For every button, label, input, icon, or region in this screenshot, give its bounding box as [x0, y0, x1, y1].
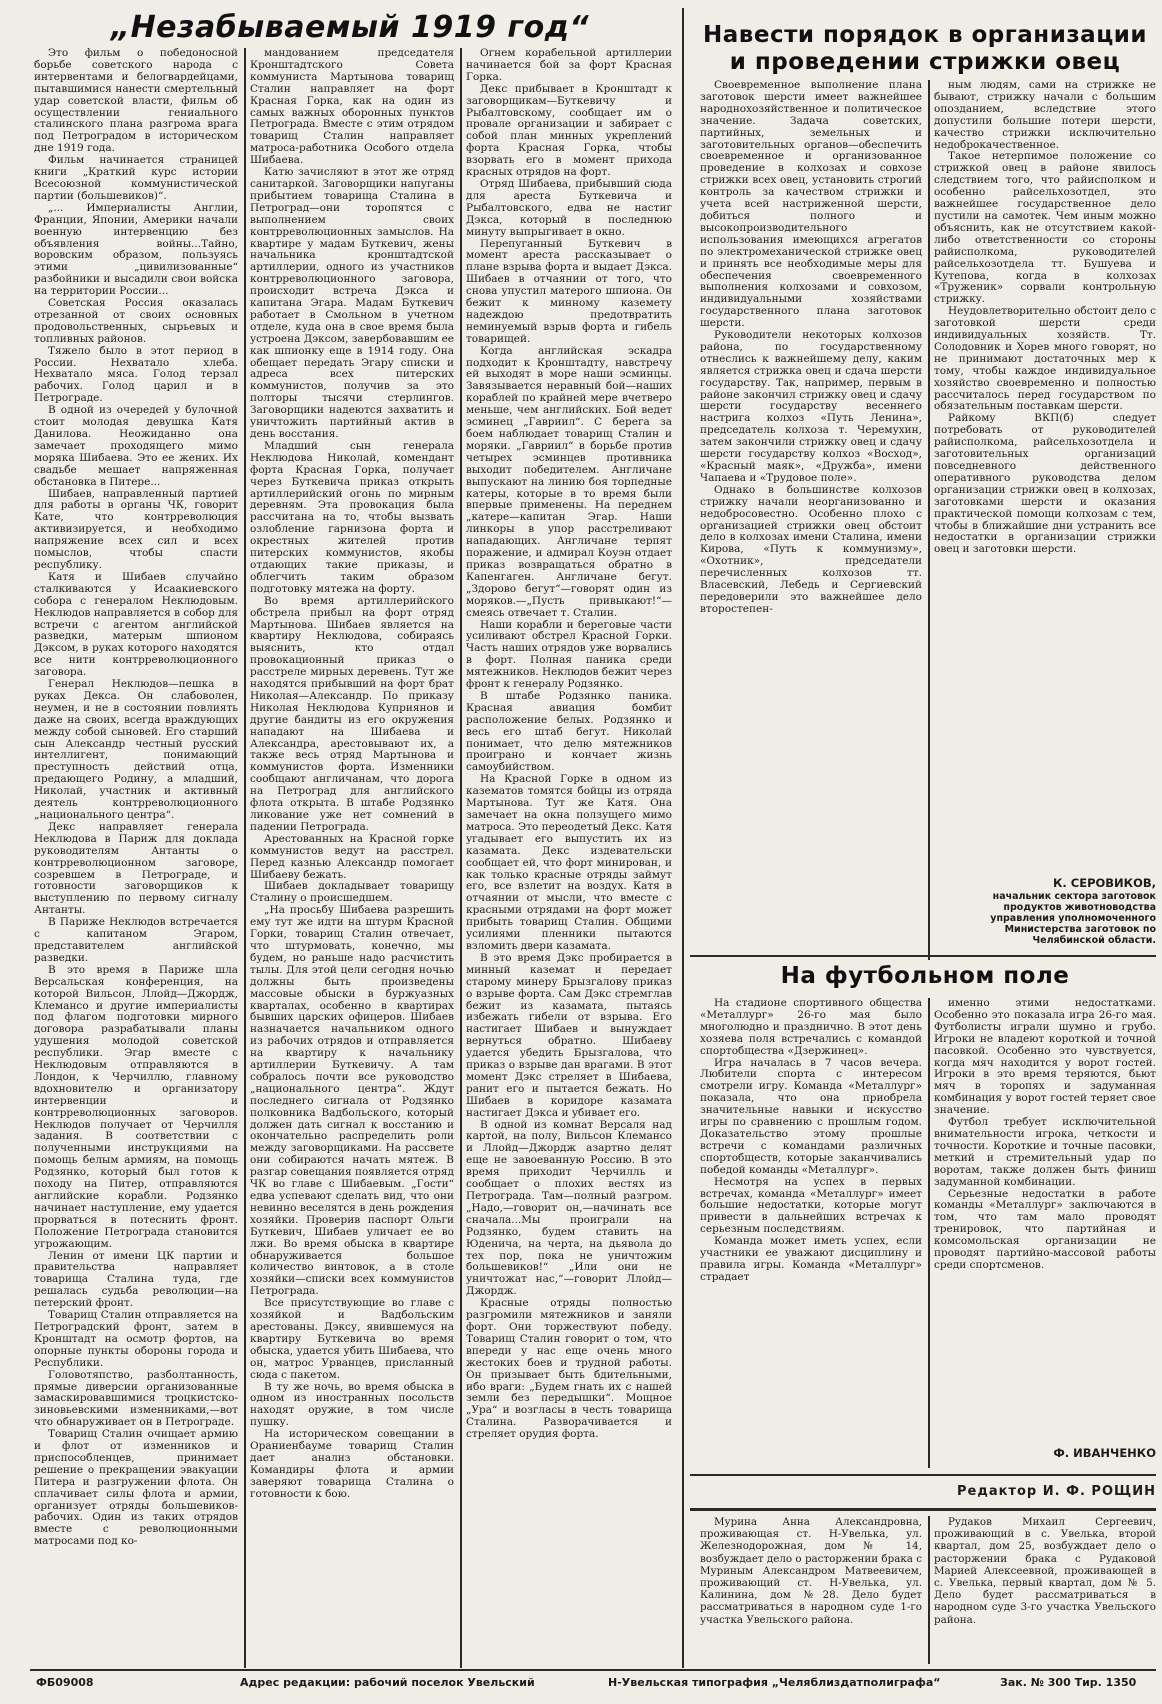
film-paragraph: В это время в Париже шла Версальская конференция, на которой Вильсон, Ллойд—Джордж, Клемансо и другие империалисты под флагом подготовки мирного договора разрабатывали планы удушения молодой советской республики. Эгар вместе с Неклюдовым отправляются в Лондон, к Черчиллю, главному вдохновителю и организатору интервенции и контрреволюционных заговоров. Неклюдов получает от Черчилля задания. В соответствии с полученными инструкциями на помощь белым армиям, на помощь Родзянко, который был готов к походу на Питер, отправляются английские корабли. Родзянко начинает наступление, ему удается прорваться в потеснить фронт. Положение Петрограда становится угрожающим.	[34, 963, 238, 1250]
football-paragraph: Несмотря на успех в первых встречах, команда «Металлург» имеет большие недостатки, которые могут привести в дальнейших встречах к серьезным последствиям.	[700, 1175, 922, 1236]
film-column-2	[250, 48, 454, 1665]
film-paragraph: Наши корабли и береговые части усиливают обстрел Красной Горки. Часть наших отрядов уже ворвались в форт. Полная паника среди мятежников. Неклюдов бежит через фронт к генералу Родзянко.	[466, 618, 672, 691]
sheep-paragraph: Неудовлетворительно обстоит дело с заготовкой шерсти среди индивидуальных хозяйств. Тт. Солодовник и Хорев много говорят, но не принимают достаточных мер к тому, чтобы каждое индивидуальное хозяйство своевременно и полностью рассчиталось перед государством по обязательным поставкам шерсти.	[934, 305, 1156, 413]
film-paragraph: Катю зачисляют в этот же отряд санитаркой. Заговорщики напуганы прибытием товарища Сталина в Петроград—они торопятся с выполнением своих контрреволюционных замыслов. На квартире у мадам Буткевич, жены начальника кронштадтской артиллерии, одного из участников контрреволюционного заговора, происходит встреча Дэкса и капитана Эгара. Мадам Буткевич работает в Смольном в учетном отделе, куда она в свое время была устроена Дэксом, завербовавшим ее как шпионку еще в 1914 году. Она обещает передать Эгару списки и адреса всех питерских коммунистов, получив за это полторы тысячи стерлингов. Заговорщики надеются захватить и уничтожить партийный актив в день восстания.	[250, 166, 454, 440]
football-paragraph: именно этими недостатками. Особенно это показала игра 26-го мая. Футболисты играли шумно и грубо. Игроки не владеют короткой и точной пасовкой. Особенно это чувствуется, когда мяч находится у ворот гостей. Игроки в это время теряются, бьют мяч в торопях и задуманная комбинация у ворот гостей теряет свое значение.	[934, 998, 1156, 1117]
film-paragraph: Декс направляет генерала Неклюдова в Париж для доклада руководителям Антанты о контрреволюционном заговоре, созревшем в Петрограде, и готовности заговорщиков к выступлению по первому сигналу Антанты.	[34, 820, 238, 917]
film-paragraph: Тяжело было в этот период в России. Нехватало хлеба. Нехватало мяса. Голод терзал рабочих. Голод царил и в Петрограде.	[34, 344, 238, 405]
footer-address: Адрес редакции: рабочий поселок Увельский	[240, 1676, 535, 1689]
film-paragraph: Во время артиллерийского обстрела прибыл на форт отряд Мартынова. Шибаев является на квартиру Неклюдова, собираясь выяснить, кто отдал провокационный приказ о расстреле мирных деревень. Тут же находятся прибывший на форт брат Николая—Александр. По приказу Николая Неклюдова Куприянов и другие бандиты из его окружения нападают на Шибаева и Александра, арестовывают их, а также весь отряд Мартынова и коммунистов форта. Изменники сообщают англичанам, что дорога на Петроград для английского флота открыта. В штабе Родзянко ликование уже нет сомнений в падении Петрограда.	[250, 594, 454, 833]
film-paragraph: Товарищ Сталин очищает армию и флот от изменников и приспособленцев, принимает решение о прекращении эвакуации Питера и разгружении флота. Он сплачивает силы флота и армии, организует отряды большевиков-рабочих. Один из таких отрядов вместе с революционными матросами под ко-	[34, 1428, 238, 1548]
notice-right: Рудаков Михаил Сергеевич, проживающий в с. Увелька, второй квартал, дом 25, возбуждает дело о расторжении брака с Рудаковой Марией Алексеевной, проживающей в с. Увелька, первый квартал, дом № 5. Дело будет рассматриваться в народном суде 3-го участка Увельского района.	[934, 1516, 1156, 1626]
editor-line: Редактор И. Ф. РОЩИН	[956, 1484, 1156, 1499]
film-paragraph: На историческом совещании в Ораниенбауме товарищ Сталин дает анализ обстановки. Командиры флота и армии заверяют товарища Сталина о готовности к бою.	[250, 1428, 454, 1500]
sheep-paragraph: Руководители некоторых колхозов района, по государственному отнеслись к важнейшему делу, каким является стрижка овец и сдача шерсти государству. Так, например, первым в районе закончил стрижку овец и сдачу шерсти государству весеннего настрига колхоз «Путь Ленина», председатель колхоза т. Черемухин, затем закончили стрижку овец и сдачу шерсти государству колхоз «Восход», «Красный маяк», «Дружба», имени Чапаева и «Трудовое поле».	[700, 329, 922, 484]
footer-order: Зак. № 300 Тир. 1350	[1000, 1676, 1137, 1689]
film-paragraph: Шибаев докладывает товарищу Сталину о происшедшем.	[250, 880, 454, 905]
sheep-paragraph: Однако в большинстве колхозов стрижку начали неорганизованно и недобросовестно. Особенно плохо с организацией стрижки овец обстоит дело в колхозах имени Сталина, имени Кирова, «Путь к коммунизму», «Охотник», председатели перечисленных колхозов тт. Власевский, Лебедь и Сергиевский передоверили это важнейшее дело второстепен-	[700, 483, 922, 615]
football-headline: На футбольном поле	[780, 963, 1070, 989]
footer-code: ФБ09008	[36, 1676, 94, 1689]
film-paragraph: Головотяпство, разболтанность, прямые диверсии организованные замаскировавшимися троцкистско-зиновьевскими изменниками,—вот что обнаруживает он в Петрограде.	[34, 1368, 238, 1429]
film-paragraph: Ленин от имени ЦК партии и правительства направляет товарища Сталина туда, где решалась судьба революции—на петерский фронт.	[34, 1249, 238, 1310]
film-paragraph: В одной из комнат Версаля над картой, на полу, Вильсон Клемансо и Ллойд—Джордж азартно делят еще не завоеванную Россию. В это время приходит Черчилль и сообщает о плохих вестях из Петрограда. Там—полный разгром. „Надо,—говорит он,—начинать все сначала...Мы проиграли на Родзянко, будем ставить на Юденича, на черта, на дьявола до тех пор, пока не уничтожим большевиков!“ „Или они не уничтожат нас,“—говорит Ллойд—Джордж.	[466, 1118, 672, 1298]
film-paragraph: Советская Россия оказалась отрезанной от своих основных продовольственных, сырьевых и топливных районов.	[34, 297, 238, 345]
film-paragraph: Огнем корабельной артиллерии начинается бой за форт Красная Горка.	[466, 48, 672, 83]
film-paragraph: В одной из очередей у булочной стоит молодая девушка Катя Данилова. Неожиданно она замечает проходящего мимо моряка Шибаева. Это ее жених. Их свадьбе мешает напряженная обстановка в Питере...	[34, 404, 238, 488]
football-column-2	[934, 998, 1156, 1438]
film-paragraph: „На просьбу Шибаева разрешить ему тут же идти на штурм Красной Горки, товарищ Сталин отвечает, что штурмовать, конечно, мы будем, но раньше надо расчистить тылы. Для этой цели сегодня ночью должны быть произведены массовые обыски в буржуазных кварталах, особенно в квартирах бывших царских офицеров. Шибаев назначается начальником одного из рабочих отрядов и отправляется на квартиру к начальнику артиллерии Буткевичу. А там собралось почти все руководство „национального центра“. Ждут последнего сигнала от Родзянко полковника Вадбольского, который должен дать сигнал к восстанию и окончательно распределить роли между заговорщиками. На рассвете они собираются начать мятеж. В разгар совещания появляется отряд ЧК во главе с Шибаевым. „Гости“ едва успевают сделать вид, что они невинно веселятся в день рождения хозяйки. Проверив паспорт Ольги Буткевич, Шибаев уличает ее во лжи. Во время обыска в квартире обнаруживается большое количество винтовок, а в столе хозяйки—списки всех коммунистов Петрограда.	[250, 904, 454, 1298]
football-paragraph: Серьезные недостатки в работе команды «Металлург» заключаются в том, что там мало проводят тренировок, что партийная и комсомольская организации не проводят партийно-массовой работы среди спортсменов.	[934, 1187, 1156, 1271]
film-headline: „Незабываемый 1919 год“	[110, 10, 590, 45]
football-paragraph: Игра началась в 7 часов вечера. Любители спорта с интересом смотрели игру. Команда «Металлург» показала, что она приобрела значительные навыки и искусство игры по сравнению с прошлым годом. Доказательство этому прошлые встречи с командами различных спортобществ, которые заканчивались победой команды «Металлург».	[700, 1056, 922, 1176]
film-paragraph: Фильм начинается страницей книги „Краткий курс истории Всесоюзной коммунистической партии (большевиков)“.	[34, 154, 238, 202]
film-paragraph: „... Империалисты Англии, Франции, Японии, Америки начали военную интервенцию без объявления войны...Тайно, воровским образом, пользуясь этими „цивилизованные“ разбойники и высадили свои войска на территории России...	[34, 201, 238, 298]
sheep-paragraph: ным людям, сами на стрижке не бывают, стрижку начали с большим опозданием, вследствие этого допустили большие потери шерсти, качество стрижки исключительно недоброкачественное.	[934, 80, 1156, 151]
sheep-headline: Навести порядок в организации и проведении стрижки овец	[703, 22, 1147, 75]
film-paragraph: Все присутствующие во главе с хозяйкой и Вадбольским арестованы. Дэксу, явившемуся на квартиру Буткевича во время обыска, удается убить Шибаева, что он, матрос Урванцев, присланный сюда с пакетом.	[250, 1297, 454, 1381]
film-paragraph: Перепуганный Буткевич в момент ареста рассказывает о плане взрыва форта и выдает Дэкса. Шибаев в отчаянии от того, что снова упустил матерого шпиона. Он бежит к минному каземету надеждою предотвратить неминуемый взрыв форта и гибель товарищей.	[466, 237, 672, 345]
sheep-column-1	[700, 80, 922, 950]
film-paragraph: мандованием председателя Кронштадтского Совета коммуниста Мартынова товарищ Сталин направляет на форт Красная Горка, как на один из самых важных оборонных пунктов Петрограда. Вместе с этим отрядом товарищ Сталин направляет матроса-работника Особого отдела Шибаева.	[250, 48, 454, 167]
sheep-column-2	[934, 80, 1156, 912]
film-paragraph: Катя и Шибаев случайно сталкиваются у Исаакиевского собора с генералом Неклюдовым. Неклюдов направляется в собор для встречи с агентом английской разведки, матерым шпионом Дэксом, в руках которого находятся все нити контрреволюционного заговора.	[34, 570, 238, 679]
film-paragraph: Арестованных на Красной горке коммунистов ведут на расстрел. Перед казнью Александр помогает Шибаеву бежать.	[250, 832, 454, 881]
football-paragraph: Футбол требует исключительной внимательности игрока, четкости и точности. Короткие и точные пасовки, меткий и стремительный удар по воротам, также должен быть финиш задуманной комбинации.	[934, 1116, 1156, 1188]
notice-left: Мурина Анна Александровна, проживающая ст. Н-Увелька, ул. Железнодорожная, дом № 14, возбуждает дело о расторжении брака с Муриным Александром Матвеевичем, проживающий ст. Н-Увелька, ул. Калинина, дом №28. Дело будет рассматриваться в народном суде 1-го участка Увельского района.	[700, 1516, 922, 1626]
film-paragraph: Красные отряды полностью разгромили мятежников и заняли форт. Они торжествуют победу. Товарищ Сталин говорит о том, что впереди у нас еще очень много жестоких боев и трудной работы. Он призывает быть бдительными, ибо враги: „Будем гнать их с нашей земли без передышки“. Мощное „Ура“ и возгласы в честь товарища Сталина. Разворачивается и стреляет орудия форта.	[466, 1297, 672, 1441]
sheep-paragraph: Такое нетерпимое положение со стрижкой овец в районе явилось следствием того, что райисполком и особенно райсельхозотдел, это важнейшее государственное дело пустили на самотек. Чем иным можно объяснить, как не отсутствием какой-либо ответственности со стороны райисполкома, руководителей райсельхозотдела тт. Бушуева и Кутепова, когда в колхозах «Труженик» сорвали контрольную стрижку.	[934, 150, 1156, 306]
film-column-1	[34, 48, 238, 1665]
film-paragraph: В ту же ночь, во время обыска в одном из иностранных посольств находят оружие, в том числе пушку.	[250, 1380, 454, 1429]
film-paragraph: Отряд Шибаева, прибывший сюда для ареста Буткевича и Рыбалтовского, едва не настиг Дэкса, который в последнюю минуту выпрыгивает в окно.	[466, 177, 672, 238]
film-paragraph: В штабе Родзянко паника. Красная авиация бомбит расположение белых. Родзянко и весь его штаб бегут. Николай понимает, что делю мятежников проиграно и кончает жизнь самоубийством.	[466, 689, 672, 774]
film-column-3	[466, 48, 672, 1665]
sheep-paragraph: Своевременное выполнение плана заготовок шерсти имеет важнейшее народнохозяйственное и политическое значение. Задача советских, партийных, земельных и заготовительных органов—обеспечить своевременное и организованное проведение в колхозах и совхозе стрижки всех овец, установить строгий контроль за качеством стрижки и учета всей настриженной шерсти, добиться полного и высокопроизводительного использования имеющихся агрегатов по электромеханической стрижке овец и принять все необходимые меры для обеспечения своевременного выполнения колхозами и совхозом, индивидуальными хозяйствами государственного плана заготовок шерсти.	[700, 80, 922, 330]
sheep-author-title: начальник сектора заготовок продуктов животноводства управления уполномоченного Министерства заготовок по Челябинской области.	[990, 891, 1156, 946]
sheep-paragraph: Райкому ВКП(б) следует потребовать от руководителей райисполкома, райсельхозотдела и заготовительных организаций повседневного действенного оперативного руководства делом организации стрижки овец в колхозах, заготовками шерсти и оказания практической помощи колхозам с тем, чтобы в ближайшие дни устранить все недостатки в организации стрижки овец и заготовки шерсти.	[934, 412, 1156, 556]
film-paragraph: Младший сын генерала Неклюдова Николай, комендант форта Красная Горка, получает через Буткевича приказ открыть артиллерийский огонь по мирным деревням. Эта провокация была рассчитана на то, чтобы вызвать озлобление гарнизона форта и окрестных жителей против питерских коммунистов, якобы отдающих такие приказы, и облегчить таким образом подготовку мятежа на форту.	[250, 439, 454, 595]
football-column-1	[700, 998, 922, 1470]
football-paragraph: На стадионе спортивного общества «Металлург» 26-го мая было многолюдно и празднично. В этот день хозяева поля встречались с командой спортобщества «Дзержинец».	[700, 998, 922, 1057]
film-paragraph: В это время Дэкс пробирается в минный каземат и передает старому минеру Брызгалову приказ о взрыве форта. Сам Дэкс стремглав бежит из казамата, пытаясь избежать гибели от взрыва. Его настигает Шибаев и вынуждает вернуться обратно. Шибаеву удается убедить Брызгалова, что приказ о взрыве дан врагами. В этот момент Дэкс стреляет в Шибаева, ранит его и пытается бежать. Но Шибаев в коридоре казамата настигает Дэкса и убивает его.	[466, 951, 672, 1119]
film-paragraph: В Париже Неклюдов встречается с капитаном Эгаром, представителем английской разведки.	[34, 916, 238, 964]
footer-printer: Н-Увельская типография „Челяблиздатполиграфа“	[608, 1676, 941, 1689]
film-paragraph: Декс прибывает в Кронштадт к заговорщикам—Буткевичу и Рыбалтовскому, сообщает им о провале организации и забирает с собой план минных укреплений форта Красная Горка, чтобы взорвать его в момент прихода красных отрядов на форт.	[466, 82, 672, 179]
sheep-author: К. СЕРОВИКОВ,	[1053, 876, 1156, 890]
football-paragraph: Команда может иметь успех, если участники ее уважают дисциплину и правила игры. Команда «Металлург» страдает	[700, 1235, 922, 1283]
film-paragraph: Когда английская эскадра подходит к Кронштадту, навстречу ей выходят в море наши эсминцы. Завязывается неравный бой—наших кораблей по крайней мере вчетверо меньше, чем английских. Бой ведет эсминец „Гавриил“. С берега за боем наблюдает товарищ Сталин и моряки. „Гавриил“ в борьбе против четырех эсминцев противника выходит победителем. Англичане выпускают на линию боя торпедные катеры, которые в то время были впервые применены. На переднем „катере—капитан Эгар. Наши линкоры в упор расстреливают нападающих. Англичане терпят поражение, и адмирал Коуэн отдает приказ возвращаться обратно в Капенгаген. Англичане бегут. „Здорово бегут“—говорят один из моряков.—„Пусть привыкают!“—смеясь отвечает т. Сталин.	[466, 344, 672, 619]
football-author: Ф. ИВАНЧЕНКО	[1053, 1446, 1156, 1460]
film-paragraph: На Красной Горке в одном из казематов томятся бойцы из отряда Мартынова. Тут же Катя. Она замечает на окна ползущего мимо матроса. Это переодетый Декс. Катя угадывает его выпустить их из казамата. Декс издевательски сообщает ей, что форт минирован, и как только красные отряды займут его, все взлетит на воздух. Катя в отчаянии от мысли, что вместе с красными отрядами на форт может прибыть товарищ Сталин. Общими усилиями пленники пытаются взломить двери казамата.	[466, 773, 672, 952]
film-paragraph: Товарищ Сталин отправляется на Петроградский фронт, затем в Кронштадт на осмотр фортов, на опорные пункты обороны города и Республики.	[34, 1309, 238, 1369]
film-paragraph: Это фильм о победоносной борьбе советского народа с интервентами и белогвардейцами, пытавшимися нанести смертельный удар советской власти, фильм об осуществлении гениального сталинского плана разгрома врага под Петроградом в историческом дне 1919 года.	[34, 48, 238, 155]
film-paragraph: Генерал Неклюдов—пешка в руках Декса. Он слабоволен, неумен, и не в состоянии повлиять даже на своих, всегда враждующих между собой сыновей. Его старший сын Александр честный русский интеллигент, понимающий преступность действий отца, предающего Родину, а младший, Николай, участник и активный деятель контрреволюционного „национального центра“.	[34, 678, 238, 821]
film-paragraph: Шибаев, направленный партией для работы в органы ЧК, говорит Кате, что контрреволюция активизируется, и необходимо напряжение всех сил и всех помыслов, чтобы спасти республику.	[34, 487, 238, 571]
